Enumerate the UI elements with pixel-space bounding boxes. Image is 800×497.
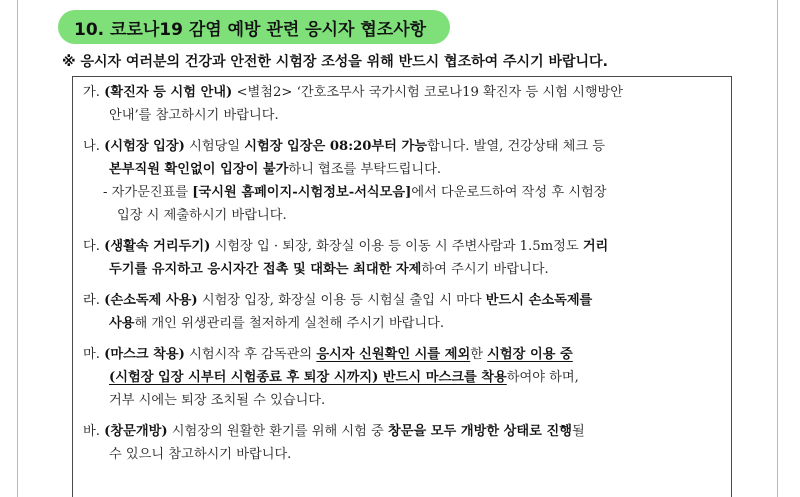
item-ba-line1 — [83, 420, 721, 443]
item-emphasis: 두기를 유지하고 응시자간 접촉 및 대화는 최대한 자제 — [109, 262, 422, 277]
item-text: 시험장의 원활한 환기를 위해 시험 중 — [167, 424, 388, 439]
item-text: 하여야 하며, — [506, 370, 579, 385]
item-ma-line1 — [83, 343, 721, 366]
item-marker: 다. — [83, 239, 105, 254]
item-text: 시험장 입 · 퇴장, 화장실 이용 등 이동 시 주변사람과 1.5m정도 — [210, 239, 583, 254]
item-ba-line2: 수 있으니 참고하시기 바랍니다. — [109, 447, 292, 462]
item-text: 한 — [470, 347, 488, 362]
item-text: 합니다. 발열, 건강상태 체크 등 — [426, 139, 606, 154]
item-ma-line3: 거부 시에는 퇴장 조치될 수 있습니다. — [109, 393, 326, 408]
item-emphasis: 창문을 모두 개방한 상태로 진행 — [388, 424, 572, 439]
guidelines-box — [72, 76, 732, 497]
item-title: (시험장 입장) — [104, 139, 185, 154]
item-title: (생활속 거리두기) — [104, 239, 211, 254]
sub-emphasis: [국시원 홈페이지-시험정보-서식모음] — [192, 185, 412, 200]
item-ga-line2: 안내’를 참고하시기 바랍니다. — [109, 108, 279, 123]
item-ra-line1 — [83, 289, 721, 312]
item-da-line1 — [83, 235, 721, 258]
item-ba — [83, 420, 721, 466]
item-text: 시험당일 — [184, 139, 245, 154]
item-marker: 나. — [83, 139, 105, 154]
item-text: 하여 주시기 바랍니다. — [421, 262, 549, 277]
item-text: 하니 협조를 부탁드립니다. — [288, 162, 442, 177]
item-emphasis: 본부직원 확인없이 입장이 불가 — [109, 162, 289, 177]
item-marker: 가. — [83, 85, 105, 100]
item-emphasis-underlined: 응시자 신원확인 시를 제외 — [316, 347, 471, 362]
item-emphasis-underlined: 시험장 이용 중 — [487, 347, 573, 362]
page-border-right — [777, 0, 778, 497]
item-ga — [83, 81, 721, 127]
notice-text: ※ 응시자 여러분의 건강과 안전한 시험장 조성을 위해 반드시 협조하여 주시기 바랍니다. — [62, 54, 608, 70]
sub-text: 에서 다운로드하여 작성 후 시험장 — [411, 185, 607, 200]
item-title: (창문개방) — [104, 424, 168, 439]
item-na-sub2: 입장 시 제출하시기 바랍니다. — [117, 208, 287, 223]
item-title: (손소독제 사용) — [104, 293, 198, 308]
item-emphasis: 거리 — [582, 239, 609, 254]
item-da-line2 — [83, 258, 721, 281]
item-da — [83, 235, 721, 281]
item-ma-line2 — [83, 366, 721, 389]
item-emphasis: 사용 — [109, 316, 135, 331]
item-ra-line2 — [83, 312, 721, 335]
item-na-sub1 — [83, 181, 721, 204]
item-text: 시험장 입장, 화장실 이용 등 시험실 출입 시 마다 — [197, 293, 486, 308]
item-ma — [83, 343, 721, 412]
page-border-left — [17, 0, 18, 497]
item-title: (마스크 착용) — [104, 347, 185, 362]
item-ra — [83, 289, 721, 335]
item-marker: 라. — [83, 293, 105, 308]
item-na — [83, 135, 721, 227]
item-text: 시험시작 후 감독관의 — [184, 347, 317, 362]
item-emphasis: 반드시 손소독제를 — [485, 293, 593, 308]
item-ga-line1 — [83, 81, 721, 104]
item-text: 될 — [571, 424, 585, 439]
sub-text: - 자가문진표를 — [103, 185, 193, 200]
item-marker: 바. — [83, 424, 105, 439]
item-text: 해 개인 위생관리를 철저하게 실천해 주시기 바랍니다. — [134, 316, 445, 331]
item-emphasis-underlined: (시험장 입장 시부터 시험종료 후 퇴장 시까지) 반드시 마스크를 착용 — [109, 370, 507, 385]
item-emphasis: 시험장 입장은 08:20부터 가능 — [244, 139, 427, 154]
item-na-line1 — [83, 135, 721, 158]
item-marker: 마. — [83, 347, 105, 362]
item-na-line2 — [83, 158, 721, 181]
item-text: <별첨2> ‘간호조무사 국가시험 코로나19 확진자 등 시험 시행방안 — [232, 85, 624, 100]
item-title: (확진자 등 시험 안내) — [104, 85, 233, 100]
section-heading: 10. 코로나19 감염 예방 관련 응시자 협조사항 — [58, 10, 450, 44]
